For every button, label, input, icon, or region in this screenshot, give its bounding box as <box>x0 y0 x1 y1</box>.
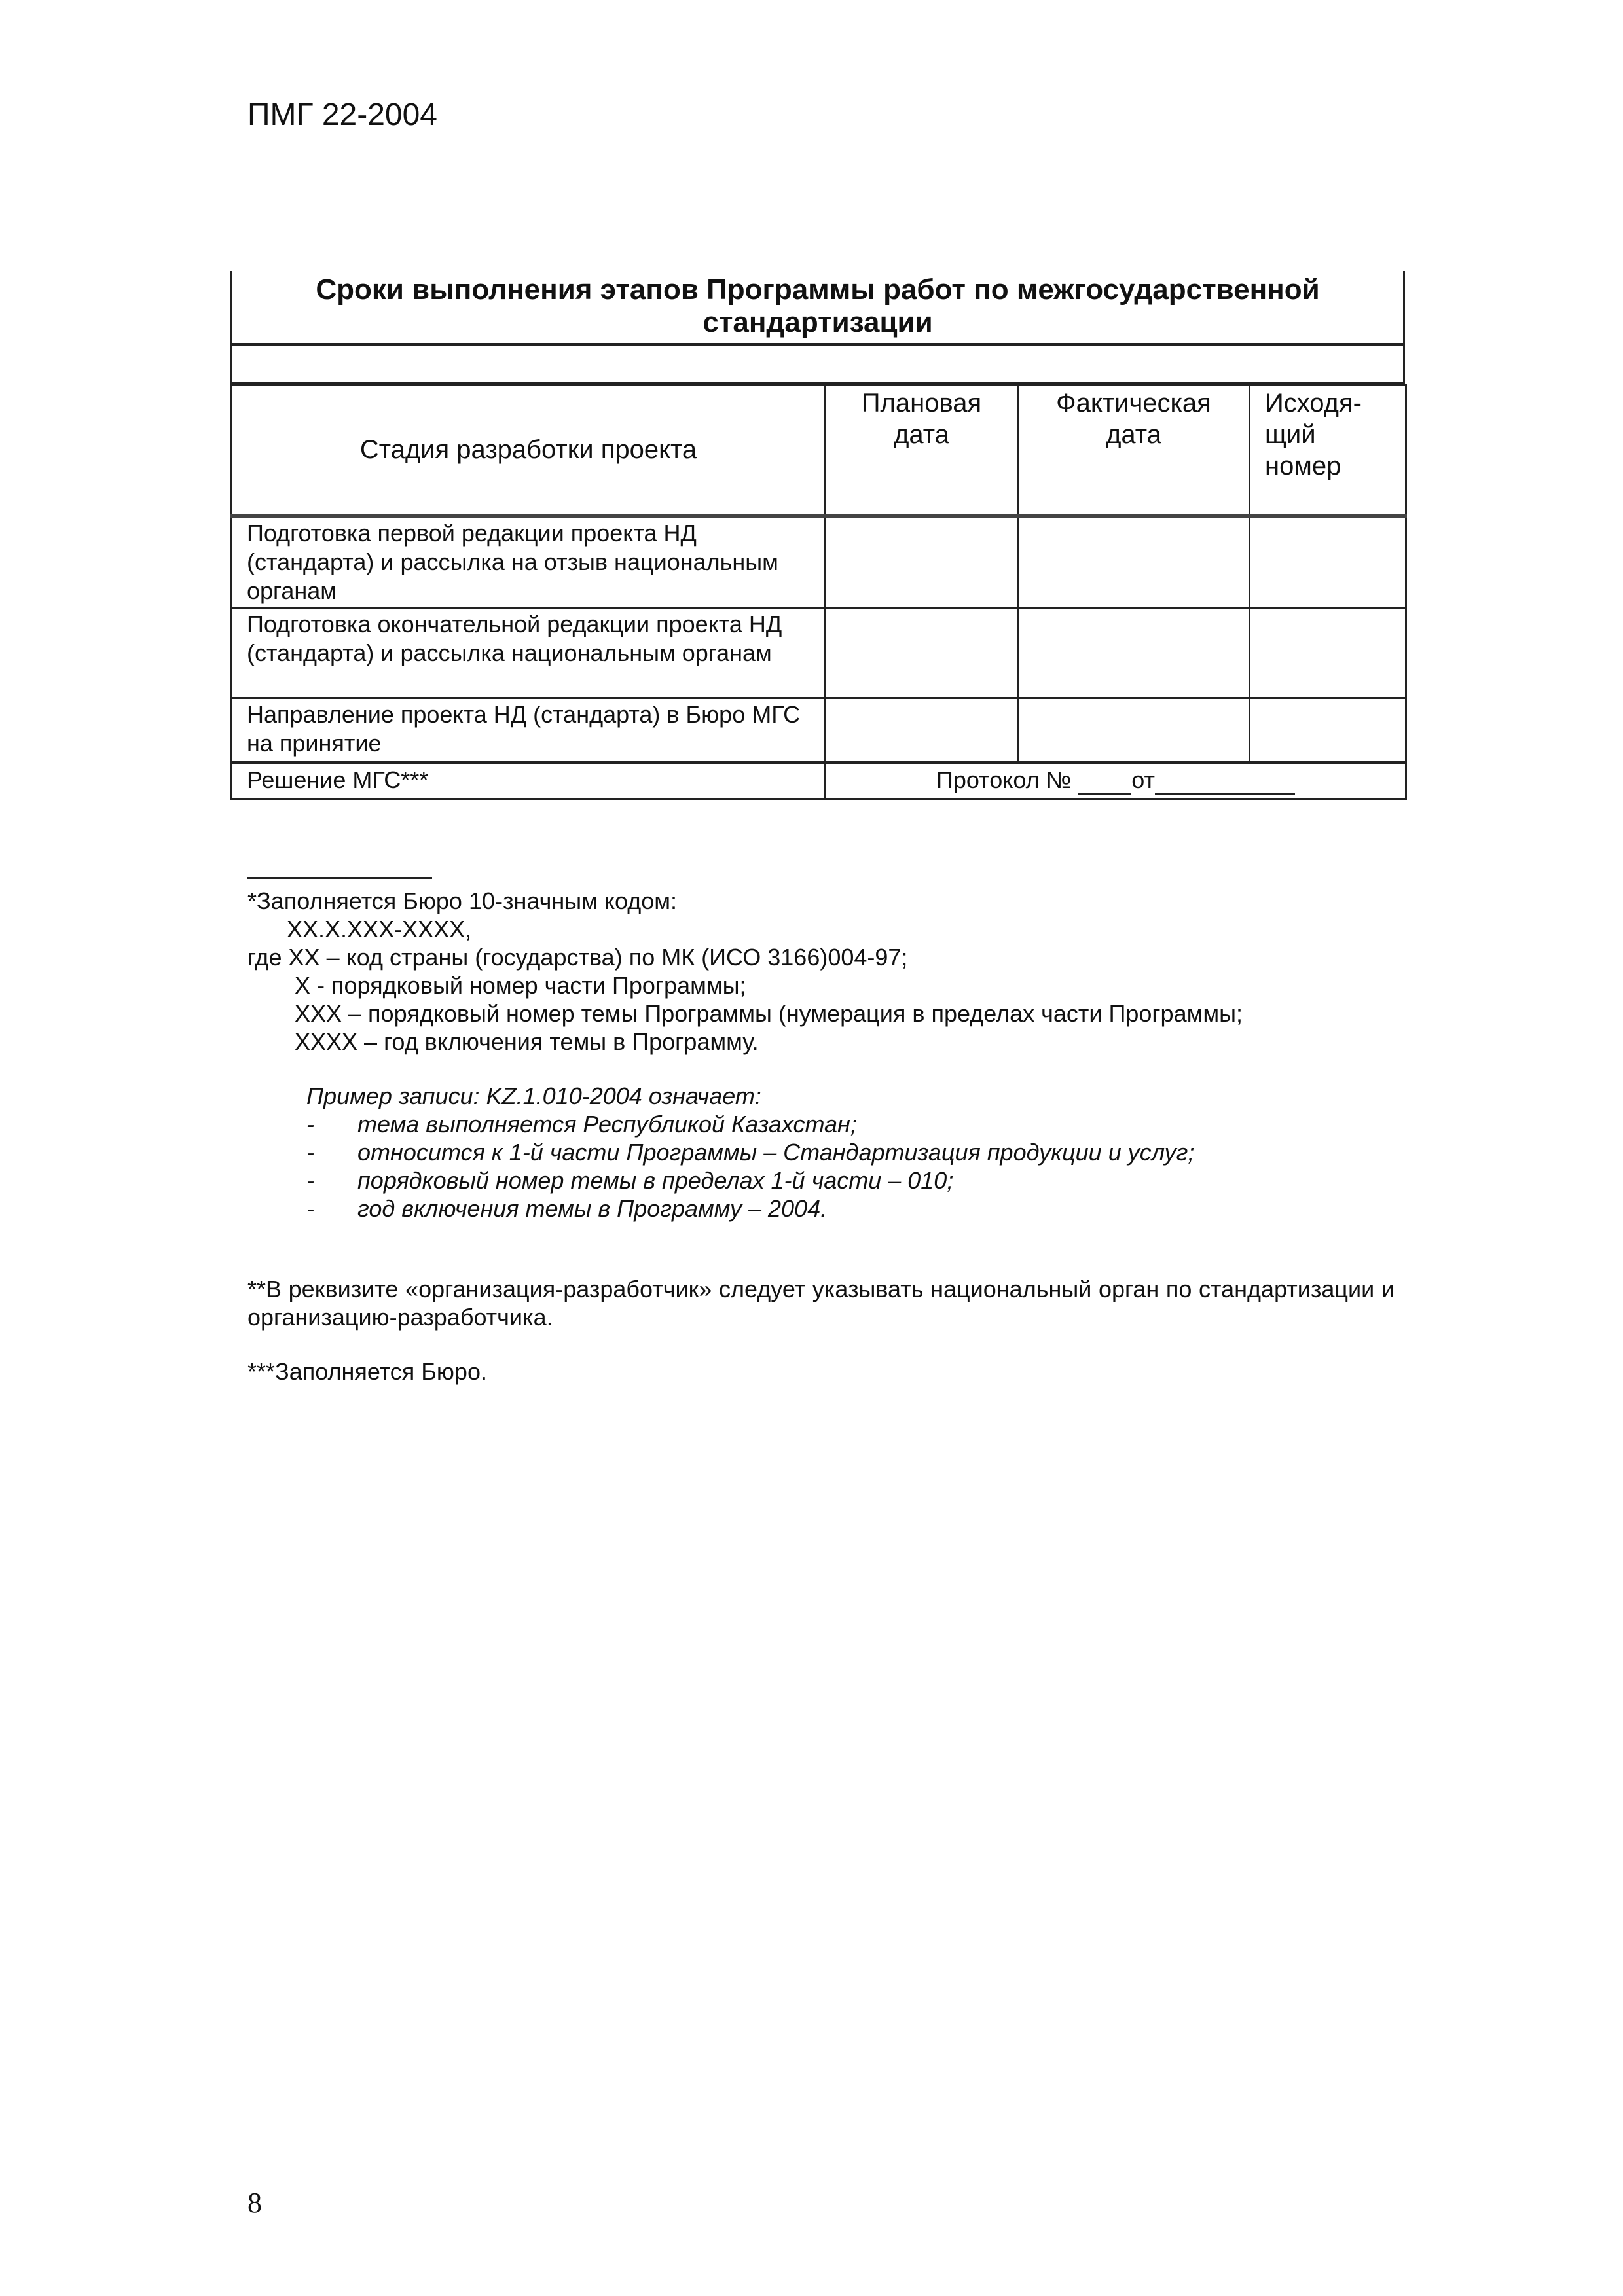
stage-cell: Направление проекта НД (стандарта) в Бюро МГС на принятие <box>232 698 826 762</box>
example-dash: - <box>306 1195 314 1222</box>
decision-row <box>232 762 1406 799</box>
table-spacer-row <box>230 346 1405 384</box>
col-header-outgoing-number: Исходя-щий номер <box>1250 386 1406 516</box>
footnote-1-code: ХХ.Х.ХХХ-ХХХХ, <box>287 916 472 942</box>
protocol-date-blank <box>1155 768 1295 795</box>
footnote-1-x: Х - порядковый номер части Программы; <box>295 972 746 999</box>
actual-date-cell <box>1018 516 1250 608</box>
stage-cell: Подготовка окончательной редакции проекта НД (стандарта) и рассылка национальным органам <box>232 607 826 698</box>
col-header-planned-date: Плановая дата <box>826 386 1018 516</box>
table-header-row <box>232 386 1406 516</box>
footnotes <box>247 877 1395 1386</box>
col-header-stage: Стадия разработки проекта <box>232 386 826 516</box>
example-text: относится к 1-й части Программы – Стандартизация продукции и услуг; <box>357 1139 1195 1166</box>
document-code: ПМГ 22-2004 <box>247 98 437 132</box>
table-row <box>232 516 1406 608</box>
outgoing-number-cell <box>1250 698 1406 762</box>
protocol-cell <box>826 762 1406 799</box>
planned-date-cell <box>826 516 1018 608</box>
schedule-grid <box>230 384 1407 800</box>
example-item <box>247 1166 1395 1194</box>
schedule-table <box>230 271 1405 800</box>
footnote-2: **В реквизите «организация-разработчик» следует указывать национальный орган по стандартизации и организацию-разработчика. <box>247 1276 1395 1331</box>
example-title: Пример записи: KZ.1.010-2004 означает: <box>306 1083 761 1109</box>
table-title: Сроки выполнения этапов Программы работ по межгосударственной стандартизации <box>230 271 1405 346</box>
example-text: год включения темы в Программу – 2004. <box>357 1195 828 1222</box>
protocol-from-label: от <box>1131 766 1155 793</box>
example-item <box>247 1138 1395 1166</box>
footnote-1-xxxx: ХХХХ – год включения темы в Программу. <box>295 1028 759 1055</box>
example-item <box>247 1110 1395 1138</box>
table-row <box>232 607 1406 698</box>
planned-date-cell <box>826 698 1018 762</box>
table-row <box>232 698 1406 762</box>
stage-cell: Подготовка первой редакции проекта НД (стандарта) и рассылка на отзыв национальным органам <box>232 516 826 608</box>
footnote-1-where: где ХХ – код страны (государства) по МК (ИСО 3166)004-97; <box>247 944 908 971</box>
protocol-label: Протокол № <box>936 766 1072 793</box>
decision-label: Решение МГС*** <box>232 762 826 799</box>
example-text: порядковый номер темы в пределах 1-й части – 010; <box>357 1167 954 1194</box>
page-number: 8 <box>247 2187 262 2219</box>
example-dash: - <box>306 1167 314 1194</box>
outgoing-number-cell <box>1250 516 1406 608</box>
footnote-1-title: *Заполняется Бюро 10-значным кодом: <box>247 888 678 914</box>
footnote-separator <box>247 877 432 879</box>
example-item <box>247 1194 1395 1223</box>
footnote-3: ***Заполняется Бюро. <box>247 1358 487 1385</box>
protocol-number-blank <box>1078 768 1131 795</box>
outgoing-number-cell <box>1250 607 1406 698</box>
example-dash: - <box>306 1111 314 1138</box>
example-dash: - <box>306 1139 314 1166</box>
actual-date-cell <box>1018 607 1250 698</box>
actual-date-cell <box>1018 698 1250 762</box>
example-text: тема выполняется Республикой Казахстан; <box>357 1111 857 1138</box>
col-header-actual-date: Фактическая дата <box>1018 386 1250 516</box>
planned-date-cell <box>826 607 1018 698</box>
footnote-1-xxx: ХХХ – порядковый номер темы Программы (нумерация в пределах части Программы; <box>295 1000 1243 1027</box>
